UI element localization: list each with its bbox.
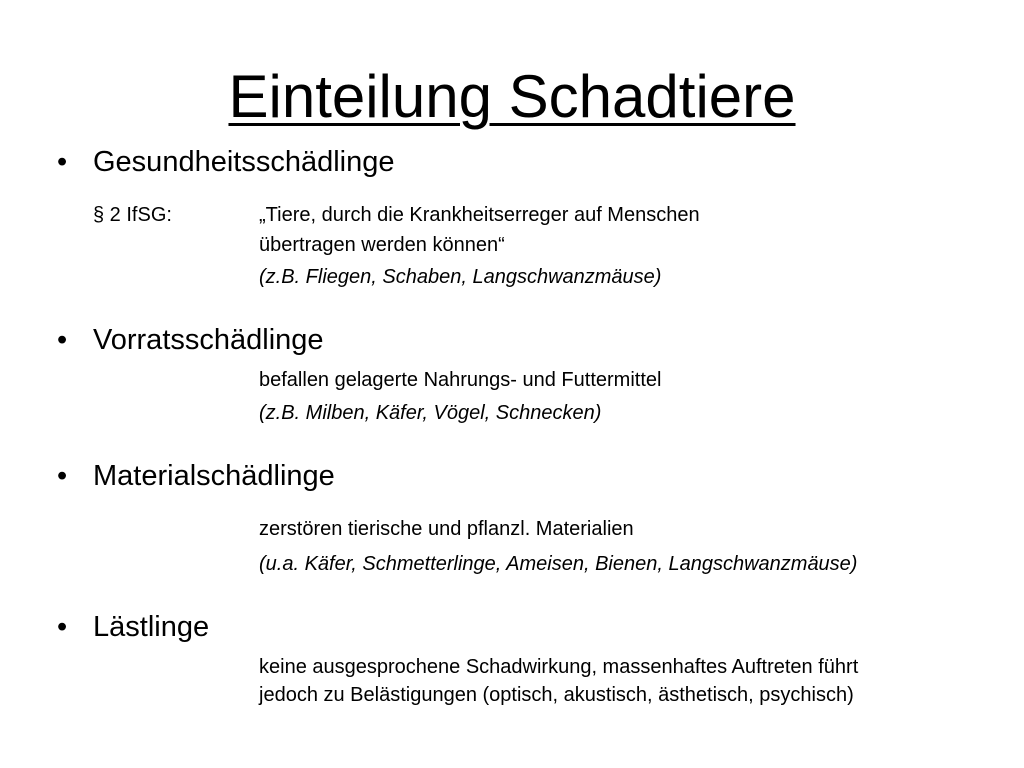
law-reference-label: § 2 IfSG: <box>93 204 172 226</box>
definition-line: jedoch zu Belästigungen (optisch, akustisch, ästhetisch, psychisch) <box>259 684 854 706</box>
definition-line: befallen gelagerte Nahrungs- und Futtermittel <box>259 369 662 391</box>
definition-line: zerstören tierische und pflanzl. Materialien <box>259 518 634 540</box>
bullet-icon: • <box>57 460 68 492</box>
section-heading: Materialschädlinge <box>93 460 335 492</box>
example-text: (z.B. Fliegen, Schaben, Langschwanzmäuse) <box>259 266 662 288</box>
bullet-icon: • <box>57 611 68 643</box>
section-heading: Vorratsschädlinge <box>93 324 324 356</box>
definition-line: keine ausgesprochene Schadwirkung, massenhaftes Auftreten führt <box>259 656 859 678</box>
definition-line: übertragen werden können“ <box>259 234 505 256</box>
definition-line: „Tiere, durch die Krankheitserreger auf Menschen <box>259 204 700 226</box>
example-text: (z.B. Milben, Käfer, Vögel, Schnecken) <box>259 402 602 424</box>
bullet-icon: • <box>57 146 68 178</box>
example-text: (u.a. Käfer, Schmetterlinge, Ameisen, Bienen, Langschwanzmäuse) <box>259 553 858 575</box>
bullet-icon: • <box>57 324 68 356</box>
slide-title: Einteilung Schadtiere <box>228 63 796 130</box>
section-heading: Lästlinge <box>93 611 210 643</box>
section-heading: Gesundheitsschädlinge <box>93 146 395 178</box>
